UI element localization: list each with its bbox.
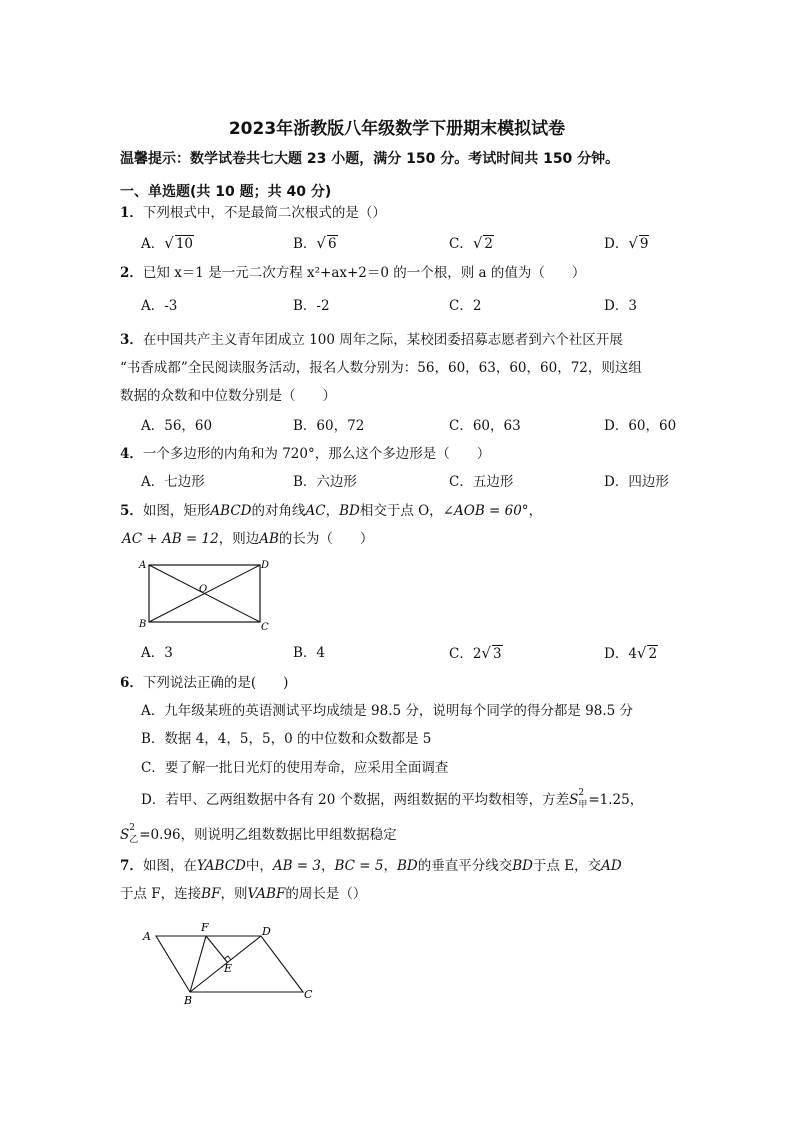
- question-2: 2．已知 x＝1 是一元二次方程 x²+ax+2＝0 的一个根，则 a 的值为（ ）: [120, 265, 586, 281]
- question-3-line-1: 3．在中国共产主义青年团成立 100 周年之际，某校团委招募志愿者到六个社区开展: [120, 332, 623, 348]
- label-b: B: [184, 994, 193, 1007]
- label-a: A: [139, 560, 147, 571]
- q5-option-d: D．4√ 2: [604, 644, 658, 662]
- label-e: E: [224, 962, 233, 975]
- q4-option-d: D．四边形: [604, 474, 669, 490]
- q5-option-a: A．3: [141, 645, 173, 661]
- q3-option-d: D．60，60: [604, 418, 677, 434]
- exam-tip: 温馨提示：数学试卷共七大题 23 小题，满分 150 分。考试时间共 150 分钟。: [120, 151, 620, 167]
- label-d: D: [261, 560, 270, 571]
- section-heading-1: 一、单选题(共 10 题；共 40 分): [120, 184, 332, 200]
- label-a: A: [143, 930, 151, 943]
- q3-option-c: C．60，63: [449, 418, 521, 434]
- q5-option-c: C．2√ 3: [449, 644, 502, 662]
- question-4: 4．一个多边形的内角和为 720°，那么这个多边形是（ ）: [120, 446, 491, 462]
- q3-option-a: A．56，60: [141, 418, 213, 434]
- q2-option-c: C．2: [449, 298, 482, 314]
- q6-option-a: A．九年级某班的英语测试平均成绩是 98.5 分，说明每个同学的得分都是 98.5 分: [141, 703, 634, 719]
- segment-bf: [190, 936, 206, 992]
- exam-title: 2023年浙教版八年级数学下册期末模拟试卷: [228, 119, 566, 139]
- question-7-line-2: 于点 F，连接BF，则VABF的周长是（）: [120, 886, 367, 902]
- question-3-line-3: 数据的众数和中位数分别是（ ）: [120, 388, 336, 404]
- label-c: C: [261, 622, 269, 633]
- parallelogram-abcd-figure: [138, 918, 328, 1010]
- label-o: O: [199, 584, 208, 595]
- q6-option-d-line-2: S 2 乙 =0.96，则说明乙组数数据比甲组数据稳定: [120, 823, 397, 845]
- question-3-line-2: “书香成都”全民阅读服务活动，报名人数分别为：56，60，63，60，60，72，则这组: [120, 360, 642, 376]
- q2-option-a: A．-3: [141, 298, 178, 314]
- question-5-line-2: AC + AB = 12，则边AB的长为（ ）: [122, 531, 374, 547]
- question-1: 1．下列根式中，不是最简二次根式的是（）: [120, 205, 386, 221]
- label-b: B: [139, 619, 147, 630]
- q3-option-b: B．60，72: [293, 418, 365, 434]
- label-c: C: [304, 988, 313, 1001]
- q5-option-b: B．4: [293, 645, 326, 661]
- q1-option-c: C．√ 2: [449, 234, 493, 252]
- question-6: 6．下列说法正确的是( ): [120, 675, 289, 691]
- q2-option-d: D．3: [604, 298, 637, 314]
- q1-option-a: A．√ 10: [141, 234, 193, 252]
- q6-option-d: D．若甲、乙两组数据中各有 20 个数据，两组数据的平均数相等，方差S 2 甲 =1.25，: [141, 788, 644, 810]
- q6-option-b: B．数据 4，4，5，5，0 的中位数和众数都是 5: [141, 731, 432, 747]
- label-f: F: [201, 921, 209, 934]
- label-d: D: [262, 925, 271, 938]
- q4-option-c: C．五边形: [449, 474, 514, 490]
- q4-option-a: A．七边形: [141, 474, 205, 490]
- q1-option-b: B．√ 6: [293, 234, 337, 252]
- q4-option-b: B．六边形: [293, 474, 357, 490]
- q1-option-d: D．√ 9: [604, 234, 649, 252]
- q2-option-b: B．-2: [293, 298, 330, 314]
- rectangle-abcd-figure: [136, 555, 272, 633]
- q6-option-c: C．要了解一批日光灯的使用寿命，应采用全面调查: [141, 760, 449, 776]
- question-7-line-1: 7．如图，在YABCD中，AB = 3，BC = 5，BD的垂直平分线交BD于点 E，交AD: [120, 858, 622, 874]
- question-5-line-1: 5．如图，矩形ABCD的对角线AC，BD相交于点 O，∠AOB = 60°，: [120, 503, 543, 519]
